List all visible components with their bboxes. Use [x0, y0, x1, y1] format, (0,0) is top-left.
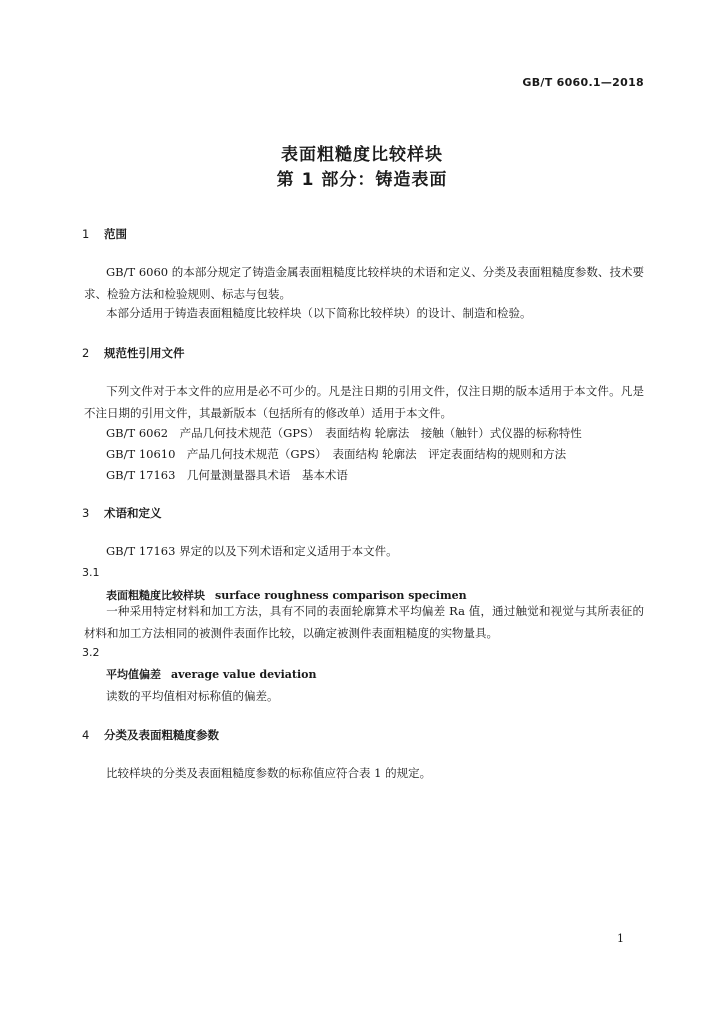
term-number: 3.1 — [82, 566, 100, 579]
section-1-paragraph-2 — [84, 302, 644, 324]
paragraph-text: GB/T 6060 的本部分规定了铸造金属表面粗糙度比较样块的术语和定义、分类及表面粗糙度参数、技术要求、检验方法和检验规则、标志与包装。 — [84, 265, 644, 301]
section-4-paragraph-1: 比较样块的分类及表面粗糙度参数的标称值应符合表 1 的规定。 — [106, 766, 432, 780]
page-number: 1 — [617, 932, 624, 945]
term-definition: 读数的平均值相对标称值的偏差。 — [106, 689, 279, 703]
paragraph-text: 下列文件对于本文件的应用是必不可少的。凡是注日期的引用文件，仅注日期的版本适用于本文件。凡是不注日期的引用文件，其最新版本（包括所有的修改单）适用于本文件。 — [84, 384, 644, 420]
term-chinese: 表面粗糙度比较样块 — [106, 589, 205, 602]
section-number: 2 — [82, 346, 90, 360]
section-1-heading — [82, 226, 127, 242]
term-number: 3.2 — [82, 646, 100, 659]
normative-reference: GB/T 10610 产品几何技术规范（GPS） 表面结构 轮廓法 评定表面结构的规则和方法 — [106, 447, 567, 461]
section-2-paragraph-1 — [84, 380, 644, 424]
term-chinese: 平均值偏差 — [106, 668, 161, 681]
section-title: 术语和定义 — [104, 506, 162, 520]
term-english: average value deviation — [171, 668, 317, 681]
section-number: 4 — [82, 728, 90, 742]
term-english: surface roughness comparison specimen — [215, 589, 467, 602]
normative-reference: GB/T 17163 几何量测量器具术语 基本术语 — [106, 468, 348, 482]
definition-text: 一种采用特定材料和加工方法，具有不同的表面轮廓算术平均偏差 Ra 值，通过触觉和视觉与其所表征的材料和加工方法相同的被测件表面作比较，以确定被测件表面粗糙度的实物量具。 — [84, 604, 644, 640]
section-title: 分类及表面粗糙度参数 — [104, 728, 219, 742]
paragraph-text: 本部分适用于铸造表面粗糙度比较样块（以下简称比较样块）的设计、制造和检验。 — [106, 306, 532, 320]
document-title: 表面粗糙度比较样块 — [281, 145, 443, 165]
section-number: 1 — [82, 227, 90, 241]
section-4-heading — [82, 727, 219, 743]
section-3-paragraph-1: GB/T 17163 界定的以及下列术语和定义适用于本文件。 — [106, 544, 398, 558]
standard-code: GB/T 6060.1—2018 — [522, 76, 644, 89]
normative-reference: GB/T 6062 产品几何技术规范（GPS） 表面结构 轮廓法 接触（触针）式仪器的标称特性 — [106, 426, 582, 440]
section-3-heading — [82, 505, 162, 521]
term-definition — [84, 600, 644, 644]
section-1-paragraph-1 — [84, 261, 644, 305]
section-2-heading — [82, 345, 185, 361]
section-title: 规范性引用文件 — [104, 346, 185, 360]
section-title: 范围 — [104, 227, 127, 241]
term-heading — [106, 666, 316, 682]
section-number: 3 — [82, 506, 90, 520]
document-subtitle: 第 1 部分：铸造表面 — [276, 170, 448, 190]
